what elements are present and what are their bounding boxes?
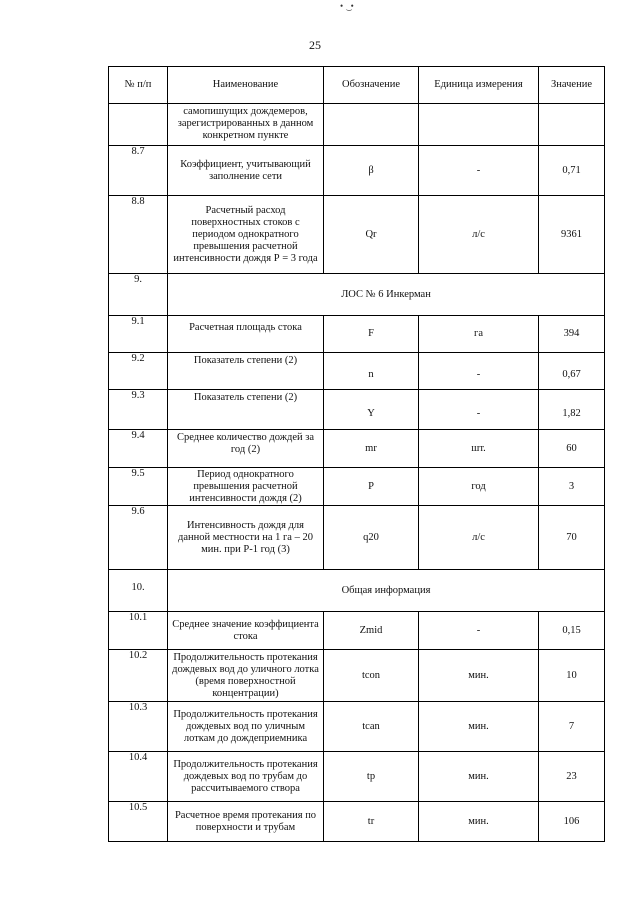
row-name: Продолжительность протекания дождевых вод по трубам до рассчитываемого створа	[168, 752, 324, 802]
section-num: 10.	[109, 570, 168, 612]
row-value: 23	[539, 752, 605, 802]
section-title: Общая информация	[168, 570, 605, 612]
row-num: 9.5	[109, 468, 168, 506]
row-num: 8.8	[109, 196, 168, 274]
section-row	[109, 570, 605, 612]
row-num: 9.1	[109, 316, 168, 353]
table-header-row	[109, 67, 605, 104]
row-value: 9361	[539, 196, 605, 274]
row-unit: мин.	[419, 752, 539, 802]
table-row	[109, 316, 605, 353]
row-unit: -	[419, 390, 539, 430]
row-value: 60	[539, 430, 605, 468]
row-symbol: Zmid	[324, 612, 419, 650]
row-name: Продолжительность протекания дождевых вод до уличного лотка (время поверхностной концентрации)	[168, 650, 324, 702]
row-value: 0,71	[539, 146, 605, 196]
scan-mark: • ͜ •	[340, 1, 355, 11]
row-name: Среднее количество дождей за год (2)	[168, 430, 324, 468]
header-name: Наименование	[168, 67, 324, 104]
row-num: 10.4	[109, 752, 168, 802]
row-name: Среднее значение коэффициента стока	[168, 612, 324, 650]
row-symbol: tcan	[324, 702, 419, 752]
row-symbol: mr	[324, 430, 419, 468]
table-row	[109, 104, 605, 146]
section-title: ЛОС № 6 Инкерман	[168, 274, 605, 316]
row-symbol: P	[324, 468, 419, 506]
table-row	[109, 430, 605, 468]
row-value: 70	[539, 506, 605, 570]
row-unit	[419, 104, 539, 146]
row-value: 1,82	[539, 390, 605, 430]
page-number: 25	[309, 38, 321, 52]
data-table	[108, 66, 605, 842]
row-name: Период однократного превышения расчетной интенсивности дождя (2)	[168, 468, 324, 506]
row-symbol: F	[324, 316, 419, 353]
row-unit: л/с	[419, 506, 539, 570]
row-symbol: n	[324, 353, 419, 390]
row-symbol: Y	[324, 390, 419, 430]
row-unit: га	[419, 316, 539, 353]
table-row	[109, 612, 605, 650]
table-row	[109, 506, 605, 570]
row-value: 3	[539, 468, 605, 506]
row-unit: год	[419, 468, 539, 506]
row-unit: шт.	[419, 430, 539, 468]
row-unit: мин.	[419, 702, 539, 752]
table-row	[109, 802, 605, 842]
header-unit: Единица измерения	[419, 67, 539, 104]
row-symbol: tcon	[324, 650, 419, 702]
row-num: 10.3	[109, 702, 168, 752]
row-num: 10.5	[109, 802, 168, 842]
row-name: Расчетная площадь стока	[168, 316, 324, 353]
header-symbol: Обозначение	[324, 67, 419, 104]
table-row	[109, 146, 605, 196]
row-unit: мин.	[419, 802, 539, 842]
row-symbol: Qr	[324, 196, 419, 274]
table-row	[109, 702, 605, 752]
row-num: 9.3	[109, 390, 168, 430]
row-num	[109, 104, 168, 146]
row-num: 10.1	[109, 612, 168, 650]
row-unit: мин.	[419, 650, 539, 702]
row-value: 394	[539, 316, 605, 353]
header-num: № п/п	[109, 67, 168, 104]
row-unit: -	[419, 612, 539, 650]
row-num: 10.2	[109, 650, 168, 702]
row-name: Интенсивность дождя для данной местности на 1 га – 20 мин. при Р-1 год (3)	[168, 506, 324, 570]
table-row	[109, 353, 605, 390]
table-row	[109, 196, 605, 274]
row-value: 10	[539, 650, 605, 702]
table-row	[109, 752, 605, 802]
table-row	[109, 468, 605, 506]
row-value	[539, 104, 605, 146]
row-name: Коэффициент, учитывающий заполнение сети	[168, 146, 324, 196]
row-name: Расчетный расход поверхностных стоков с периодом однократного превышения расчетной интенсивности дождя Р = 3 года	[168, 196, 324, 274]
row-name: Показатель степени (2)	[168, 390, 324, 430]
row-symbol: tp	[324, 752, 419, 802]
row-num: 9.6	[109, 506, 168, 570]
row-unit: л/с	[419, 196, 539, 274]
row-symbol	[324, 104, 419, 146]
row-num: 9.4	[109, 430, 168, 468]
row-symbol: β	[324, 146, 419, 196]
row-name: Продолжительность протекания дождевых вод по уличным лоткам до дождеприемника	[168, 702, 324, 752]
section-row	[109, 274, 605, 316]
row-unit: -	[419, 353, 539, 390]
row-value: 7	[539, 702, 605, 752]
row-symbol: q20	[324, 506, 419, 570]
row-unit: -	[419, 146, 539, 196]
row-name: самопишущих дождемеров, зарегистрированных в данном конкретном пункте	[168, 104, 324, 146]
row-value: 0,15	[539, 612, 605, 650]
table-row	[109, 390, 605, 430]
row-num: 9.2	[109, 353, 168, 390]
row-name: Расчетное время протекания по поверхности и трубам	[168, 802, 324, 842]
row-symbol: tr	[324, 802, 419, 842]
row-value: 0,67	[539, 353, 605, 390]
row-name: Показатель степени (2)	[168, 353, 324, 390]
table-row	[109, 650, 605, 702]
header-value: Значение	[539, 67, 605, 104]
row-value: 106	[539, 802, 605, 842]
row-num: 8.7	[109, 146, 168, 196]
section-num: 9.	[109, 274, 168, 316]
